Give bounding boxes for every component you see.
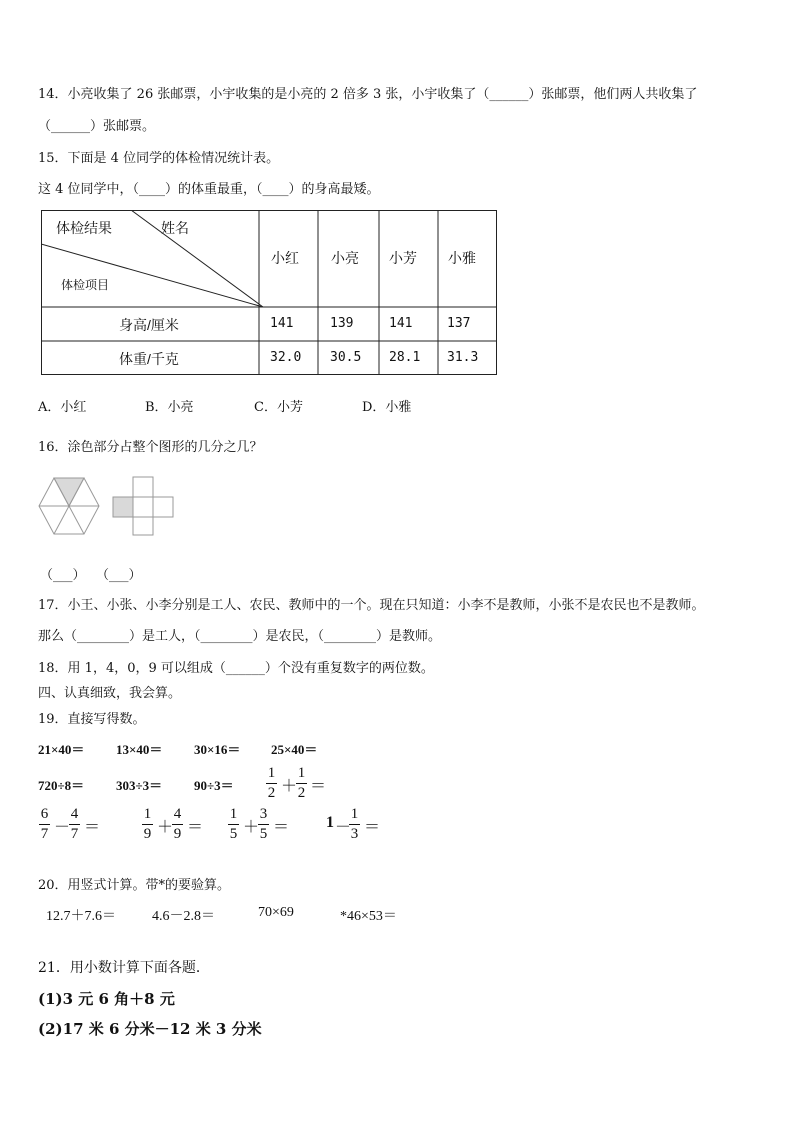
fraction-one-fifth: 1 5 xyxy=(229,806,238,842)
equals-sign: ＝ xyxy=(310,778,327,795)
name-xiaofang: 小芳 xyxy=(389,250,417,266)
health-check-table xyxy=(41,210,497,375)
q21-item-2: (2)17 米 6 分米－12 米 3 分米 xyxy=(38,1020,262,1038)
row-label-height: 身高/厘米 xyxy=(119,317,179,333)
equals-sign: ＝ xyxy=(364,819,381,836)
q16-answer-2[interactable]: （___） xyxy=(96,568,142,583)
calc-720div8: 720÷8＝ xyxy=(38,778,85,793)
option-c[interactable]: C．小芳 xyxy=(254,400,303,415)
q17-line1: 17．小王、小张、小李分别是工人、农民、教师中的一个。现在只知道：小李不是教师，小张不是农民也不是教师。 xyxy=(38,598,705,613)
fraction-six-sevenths: 6 7 xyxy=(40,806,49,842)
equals-sign: ＝ xyxy=(273,819,290,836)
corner-label-result: 体检结果 xyxy=(56,220,112,236)
equals-sign: ＝ xyxy=(84,819,101,836)
q21-title: 21．用小数计算下面各题． xyxy=(38,960,210,976)
calc-25x40: 25×40＝ xyxy=(271,742,318,757)
q14-line1: 14．小亮收集了 26 张邮票，小宇收集的是小亮的 2 倍多 3 张，小宇收集了（______）张邮票，他们两人共收集了 xyxy=(38,87,698,102)
option-a[interactable]: A．小红 xyxy=(38,400,87,415)
plus-sign: ＋ xyxy=(243,819,260,836)
whole-one: 1 xyxy=(326,814,334,831)
calc-303div3: 303÷3＝ xyxy=(116,778,163,793)
corner-label-item: 体检项目 xyxy=(61,278,110,292)
fraction-one-third: 1 3 xyxy=(350,806,359,842)
q17-line2: 那么（________）是工人，（________）是农民，（________）是教师。 xyxy=(38,629,442,644)
calc-90div3: 90÷3＝ xyxy=(194,778,234,793)
weight-xiaoliang: 30.5 xyxy=(330,350,362,365)
plus-sign: ＋ xyxy=(157,819,174,836)
cross-net-figure xyxy=(112,476,174,536)
fraction-one-ninth: 1 9 xyxy=(143,806,152,842)
q16-title: 16．涂色部分占整个图形的几分之几？ xyxy=(38,440,263,455)
option-d[interactable]: D．小雅 xyxy=(362,400,412,415)
corner-diagonal-1 xyxy=(131,210,263,307)
height-xiaoya: 137 xyxy=(447,316,471,331)
weight-xiaofang: 28.1 xyxy=(389,350,421,365)
row-label-weight: 体重/千克 xyxy=(119,351,179,367)
fraction-three-fifths: 3 5 xyxy=(259,806,268,842)
section-4-heading: 四、认真细致，我会算。 xyxy=(38,686,182,701)
vertical-calc-4: *46×53＝ xyxy=(340,909,397,924)
option-b[interactable]: B．小亮 xyxy=(145,400,194,415)
weight-xiaoya: 31.3 xyxy=(447,350,479,365)
q15-prompt: 这 4 位同学中，（____）的体重最重，（____）的身高最矮。 xyxy=(38,182,380,197)
calc-13x40: 13×40＝ xyxy=(116,742,163,757)
fraction-four-ninths: 4 9 xyxy=(173,806,182,842)
height-xiaofang: 141 xyxy=(389,316,413,331)
fraction-four-sevenths: 4 7 xyxy=(70,806,79,842)
equals-sign: ＝ xyxy=(187,819,204,836)
q21-item-1: (1)3 元 6 角＋8 元 xyxy=(38,990,175,1008)
vertical-calc-1: 12.7＋7.6＝ xyxy=(46,909,116,924)
minus-sign: － xyxy=(335,819,352,836)
q16-answer-1[interactable]: （___） xyxy=(40,568,86,583)
q20-title: 20．用竖式计算。带*的要验算。 xyxy=(38,878,231,893)
name-xiaoliang: 小亮 xyxy=(331,250,359,266)
plus-sign: ＋ xyxy=(281,778,298,795)
vertical-calc-2: 4.6－2.8＝ xyxy=(152,909,215,924)
cross-shaded-square xyxy=(113,497,133,517)
calc-30x16: 30×16＝ xyxy=(194,742,241,757)
name-xiaohong: 小红 xyxy=(271,250,299,266)
calc-21x40: 21×40＝ xyxy=(38,742,85,757)
minus-sign: － xyxy=(54,819,71,836)
q14-line2: （______）张邮票。 xyxy=(38,119,156,134)
q18-text: 18．用 1，4，0，9 可以组成（______）个没有重复数字的两位数。 xyxy=(38,661,434,676)
q19-title: 19．直接写得数。 xyxy=(38,712,146,727)
fraction-half-a: 1 2 xyxy=(267,765,276,801)
height-xiaoliang: 139 xyxy=(330,316,354,331)
q15-title: 15．下面是 4 位同学的体检情况统计表。 xyxy=(38,151,280,166)
fraction-half-b: 1 2 xyxy=(297,765,306,801)
vertical-calc-3: 70×69 xyxy=(258,905,294,920)
weight-xiaohong: 32.0 xyxy=(270,350,302,365)
corner-label-name: 姓名 xyxy=(161,220,189,236)
height-xiaohong: 141 xyxy=(270,316,294,331)
hexagon-figure xyxy=(38,476,100,536)
name-xiaoya: 小雅 xyxy=(448,250,476,266)
